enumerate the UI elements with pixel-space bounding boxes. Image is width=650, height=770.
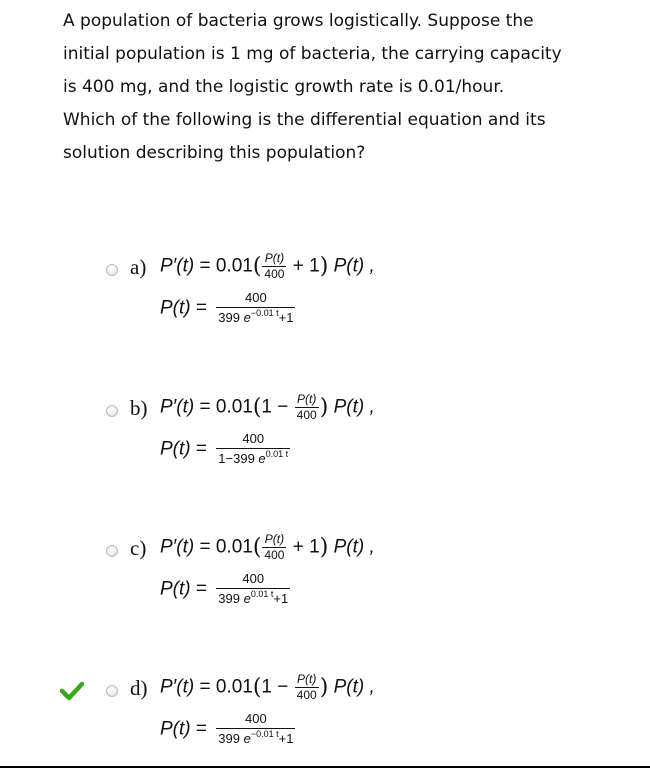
ratio-fraction: $\frac{P(t)}{400}$ <box>296 392 317 422</box>
population-term: P(t) <box>160 297 191 319</box>
question-line: A population of bacteria grows logistically. Suppose the <box>63 11 534 31</box>
solution-fraction <box>216 431 290 468</box>
question-line: Which of the following is the differential equation and its <box>63 110 546 130</box>
exponent: −0.01 t <box>250 729 279 739</box>
derivative-term: P′(t) <box>160 396 195 418</box>
solution-equation <box>160 431 290 468</box>
derivative-term: P′(t) <box>160 255 195 277</box>
exponent: 0.01 t <box>250 589 274 599</box>
solution-equation <box>160 571 290 608</box>
growth-rate: 0.01 <box>215 536 253 558</box>
solution-fraction <box>216 290 295 327</box>
equals-sign: = <box>195 438 207 460</box>
equals-sign: = <box>199 396 211 418</box>
equals-sign: = <box>195 297 207 319</box>
bottom-divider <box>0 766 650 768</box>
question-line: initial population is 1 mg of bacteria, the carrying capacity <box>63 44 562 64</box>
solution-numerator: 400 <box>216 711 295 729</box>
option-radio[interactable] <box>106 685 118 697</box>
equals-sign: = <box>195 718 207 740</box>
differential-equation: P′(t) = 0.01( $\frac{P(t)}{400}$ + 1) P(t) , <box>160 251 375 281</box>
option-radio[interactable] <box>106 405 118 417</box>
question-text <box>63 5 638 170</box>
solution-numerator: 400 <box>216 571 290 589</box>
question-line: is 400 mg, and the logistic growth rate is 0.01/hour. <box>63 77 505 97</box>
check-icon <box>60 681 84 701</box>
one: 1 <box>309 536 320 558</box>
population-term: P(t) , <box>333 536 375 558</box>
option-letter: b) <box>130 396 148 420</box>
option-radio[interactable] <box>106 545 118 557</box>
equals-sign: = <box>199 676 211 698</box>
ratio-fraction: $\frac{P(t)}{400}$ <box>264 532 285 562</box>
one: 1 <box>261 396 272 418</box>
solution-equation <box>160 290 295 327</box>
option-letter: d) <box>130 676 148 700</box>
population-term: P(t) , <box>333 396 375 418</box>
equals-sign: = <box>195 578 207 600</box>
differential-equation: P′(t) = 0.01(1 − $\frac{P(t)}{400}$ ) P(t) , <box>160 672 375 702</box>
solution-denominator: 399 $e^{0.01 t}+1$ <box>218 589 289 606</box>
solution-fraction <box>216 711 295 748</box>
option-letter: c) <box>130 536 147 560</box>
solution-denominator: 399 $e^{-0.01 t}+1$ <box>218 308 294 325</box>
question-line: solution describing this population? <box>63 143 366 163</box>
growth-rate: 0.01 <box>215 255 253 277</box>
operator: + <box>292 255 304 277</box>
growth-rate: 0.01 <box>215 396 253 418</box>
solution-equation <box>160 711 295 748</box>
ratio-fraction: $\frac{P(t)}{400}$ <box>296 672 317 702</box>
population-term: P(t) <box>160 718 191 740</box>
solution-numerator: 400 <box>216 290 295 308</box>
derivative-term: P′(t) <box>160 676 195 698</box>
exponent: 0.01 t <box>265 449 289 459</box>
option-d <box>0 673 650 753</box>
equals-sign: = <box>199 255 211 277</box>
population-term: P(t) , <box>333 255 375 277</box>
option-radio[interactable] <box>106 264 118 276</box>
derivative-term: P′(t) <box>160 536 195 558</box>
population-term: P(t) <box>160 438 191 460</box>
population-term: P(t) , <box>333 676 375 698</box>
operator: − <box>277 396 289 418</box>
exponent: −0.01 t <box>250 308 279 318</box>
one: 1 <box>309 255 320 277</box>
one: 1 <box>261 676 272 698</box>
option-c <box>0 533 650 613</box>
solution-denominator: 1−399 $e^{0.01 t}$ <box>218 449 289 466</box>
option-a <box>0 252 650 332</box>
option-letter: a) <box>130 255 147 279</box>
operator: + <box>292 536 304 558</box>
ratio-fraction: $\frac{P(t)}{400}$ <box>264 251 285 281</box>
equals-sign: = <box>199 536 211 558</box>
solution-fraction <box>216 571 290 608</box>
growth-rate: 0.01 <box>215 676 253 698</box>
solution-denominator: 399 $e^{-0.01 t}+1$ <box>218 729 294 746</box>
operator: − <box>277 676 289 698</box>
differential-equation: P′(t) = 0.01(1 − $\frac{P(t)}{400}$ ) P(t) , <box>160 392 375 422</box>
solution-numerator: 400 <box>216 431 290 449</box>
population-term: P(t) <box>160 578 191 600</box>
option-b <box>0 393 650 473</box>
differential-equation: P′(t) = 0.01( $\frac{P(t)}{400}$ + 1) P(t) , <box>160 532 375 562</box>
